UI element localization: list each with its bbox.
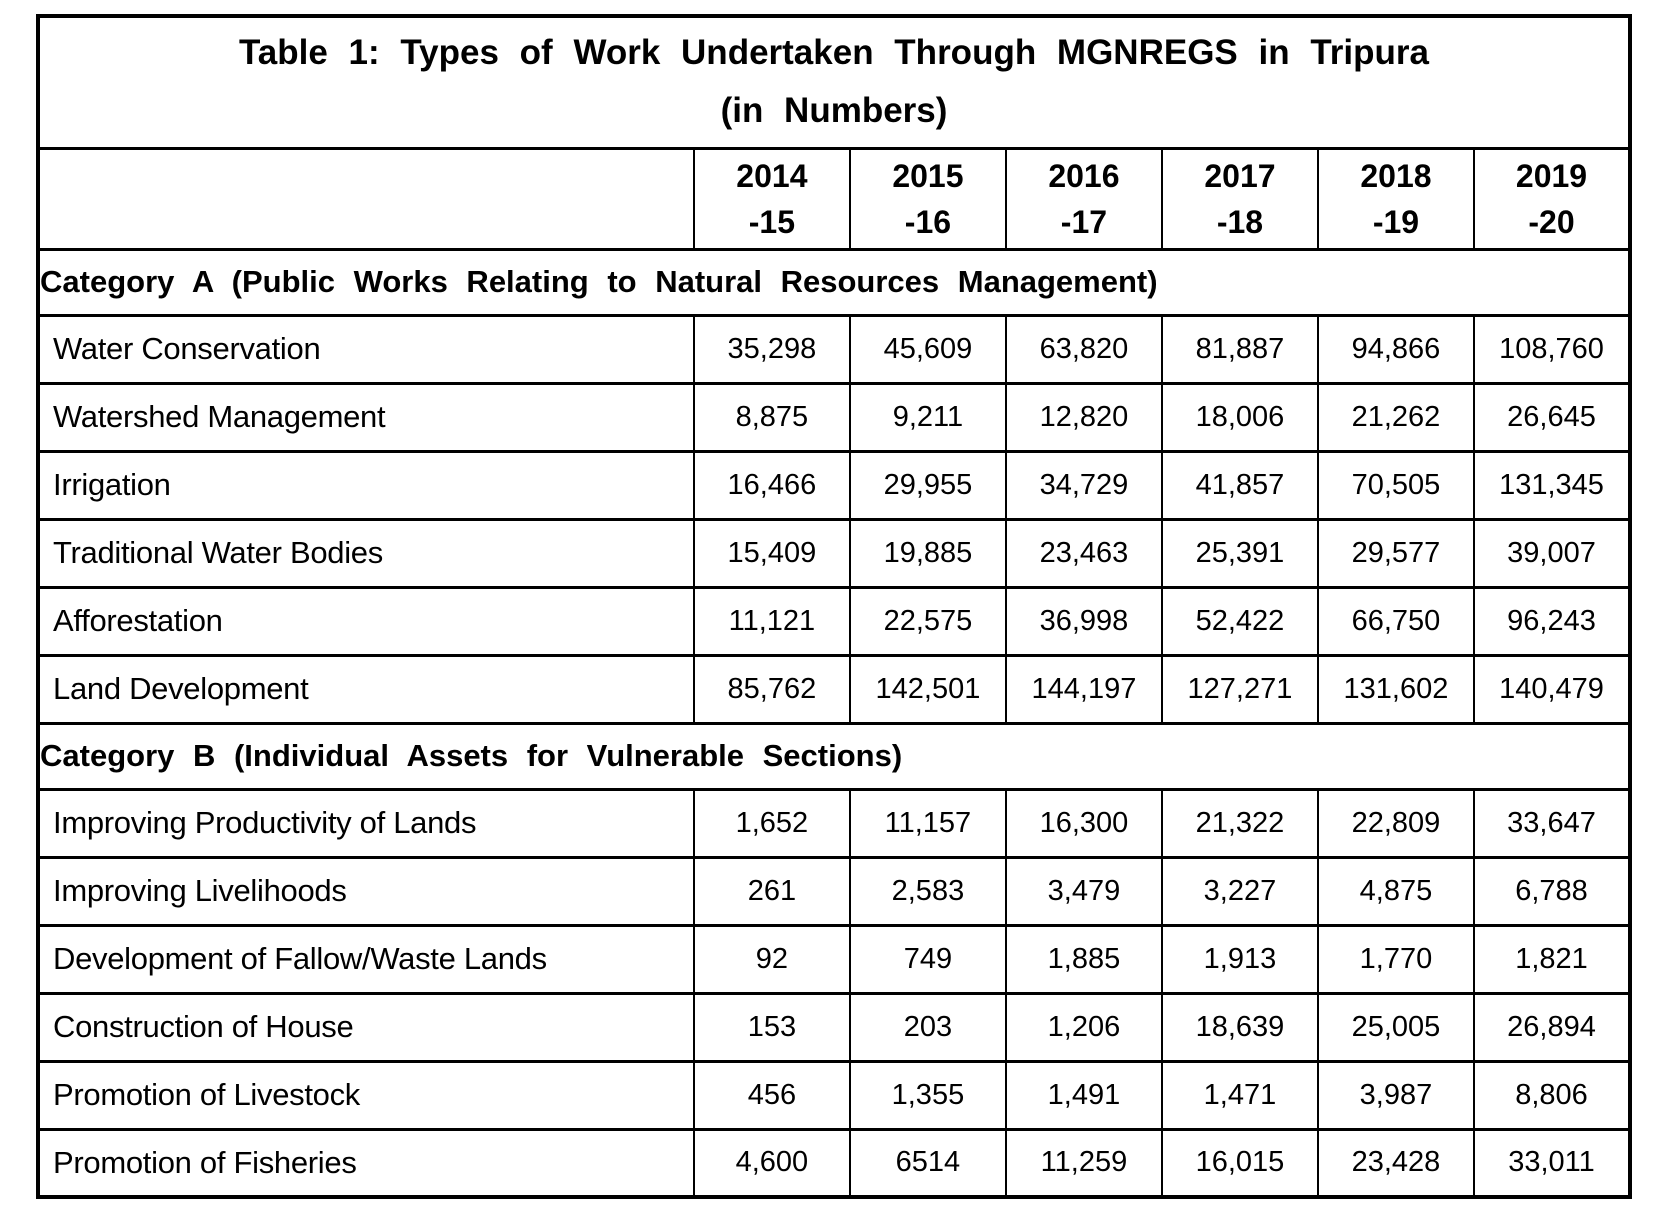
cell-value: 456 <box>694 1061 850 1129</box>
cell-value: 21,322 <box>1162 789 1318 857</box>
cell-value: 4,875 <box>1318 857 1474 925</box>
row-label: Promotion of Fisheries <box>38 1129 694 1197</box>
row-label: Water Conservation <box>38 315 694 383</box>
cell-value: 203 <box>850 993 1006 1061</box>
table-header-row <box>38 148 1630 249</box>
cell-value: 66,750 <box>1318 587 1474 655</box>
cell-value: 25,005 <box>1318 993 1474 1061</box>
table-row-watershed-management <box>38 383 1630 451</box>
cell-value: 26,894 <box>1474 993 1630 1061</box>
table-title <box>38 16 1630 148</box>
cell-value: 45,609 <box>850 315 1006 383</box>
cell-value: 18,639 <box>1162 993 1318 1061</box>
cell-value: 4,600 <box>694 1129 850 1197</box>
table-row-afforestation <box>38 587 1630 655</box>
cell-value: 8,875 <box>694 383 850 451</box>
cell-value: 12,820 <box>1006 383 1162 451</box>
table-row-improving-livelihoods <box>38 857 1630 925</box>
year-header-2016-17: 2016 -17 <box>1006 148 1162 249</box>
table-row-water-conservation <box>38 315 1630 383</box>
cell-value: 11,157 <box>850 789 1006 857</box>
cell-value: 153 <box>694 993 850 1061</box>
cell-value: 1,491 <box>1006 1061 1162 1129</box>
cell-value: 3,227 <box>1162 857 1318 925</box>
row-label: Watershed Management <box>38 383 694 451</box>
cell-value: 29,955 <box>850 451 1006 519</box>
cell-value: 39,007 <box>1474 519 1630 587</box>
cell-value: 92 <box>694 925 850 993</box>
row-label: Traditional Water Bodies <box>38 519 694 587</box>
row-label: Development of Fallow/Waste Lands <box>38 925 694 993</box>
cell-value: 63,820 <box>1006 315 1162 383</box>
row-label: Afforestation <box>38 587 694 655</box>
section-header-category-a: Category A (Public Works Relating to Natural Resources Management) <box>38 249 1630 315</box>
cell-value: 2,583 <box>850 857 1006 925</box>
cell-value: 261 <box>694 857 850 925</box>
cell-value: 1,913 <box>1162 925 1318 993</box>
cell-value: 749 <box>850 925 1006 993</box>
cell-value: 131,602 <box>1318 655 1474 723</box>
cell-value: 19,885 <box>850 519 1006 587</box>
cell-value: 26,645 <box>1474 383 1630 451</box>
table-row-land-development <box>38 655 1630 723</box>
cell-value: 35,298 <box>694 315 850 383</box>
cell-value: 3,479 <box>1006 857 1162 925</box>
cell-value: 33,647 <box>1474 789 1630 857</box>
cell-value: 1,885 <box>1006 925 1162 993</box>
cell-value: 34,729 <box>1006 451 1162 519</box>
table-title-line1: Table 1: Types of Work Undertaken Through MGNREGS in Tripura <box>239 33 1429 73</box>
year-header-2017-18: 2017 -18 <box>1162 148 1318 249</box>
table-row-irrigation <box>38 451 1630 519</box>
row-label: Land Development <box>38 655 694 723</box>
cell-value: 142,501 <box>850 655 1006 723</box>
cell-value: 11,121 <box>694 587 850 655</box>
year-header-2015-16: 2015 -16 <box>850 148 1006 249</box>
cell-value: 96,243 <box>1474 587 1630 655</box>
cell-value: 8,806 <box>1474 1061 1630 1129</box>
cell-value: 22,575 <box>850 587 1006 655</box>
cell-value: 23,463 <box>1006 519 1162 587</box>
cell-value: 1,652 <box>694 789 850 857</box>
header-empty-cell <box>38 148 694 249</box>
section-header-row-category-b <box>38 723 1630 789</box>
cell-value: 23,428 <box>1318 1129 1474 1197</box>
year-header-2019-20: 2019 -20 <box>1474 148 1630 249</box>
table-row-promotion-of-livestock <box>38 1061 1630 1129</box>
cell-value: 131,345 <box>1474 451 1630 519</box>
year-header-2018-19: 2018 -19 <box>1318 148 1474 249</box>
table-row-improving-productivity-of-lands <box>38 789 1630 857</box>
cell-value: 94,866 <box>1318 315 1474 383</box>
year-header-2014-15: 2014 -15 <box>694 148 850 249</box>
cell-value: 144,197 <box>1006 655 1162 723</box>
row-label: Promotion of Livestock <box>38 1061 694 1129</box>
cell-value: 15,409 <box>694 519 850 587</box>
table-row-development-of-fallow-waste-lands <box>38 925 1630 993</box>
table-title-row <box>38 16 1630 148</box>
table-title-line2: (in Numbers) <box>720 91 948 131</box>
cell-value: 36,998 <box>1006 587 1162 655</box>
cell-value: 1,821 <box>1474 925 1630 993</box>
cell-value: 1,206 <box>1006 993 1162 1061</box>
cell-value: 29,577 <box>1318 519 1474 587</box>
cell-value: 81,887 <box>1162 315 1318 383</box>
cell-value: 1,355 <box>850 1061 1006 1129</box>
table-row-construction-of-house <box>38 993 1630 1061</box>
cell-value: 1,770 <box>1318 925 1474 993</box>
row-label: Irrigation <box>38 451 694 519</box>
section-header-category-b: Category B (Individual Assets for Vulnerable Sections) <box>38 723 1630 789</box>
cell-value: 18,006 <box>1162 383 1318 451</box>
cell-value: 41,857 <box>1162 451 1318 519</box>
cell-value: 25,391 <box>1162 519 1318 587</box>
cell-value: 16,015 <box>1162 1129 1318 1197</box>
row-label: Improving Livelihoods <box>38 857 694 925</box>
cell-value: 127,271 <box>1162 655 1318 723</box>
cell-value: 85,762 <box>694 655 850 723</box>
row-label: Improving Productivity of Lands <box>38 789 694 857</box>
cell-value: 52,422 <box>1162 587 1318 655</box>
table-row-traditional-water-bodies <box>38 519 1630 587</box>
cell-value: 140,479 <box>1474 655 1630 723</box>
cell-value: 3,987 <box>1318 1061 1474 1129</box>
table-row-promotion-of-fisheries <box>38 1129 1630 1197</box>
row-label: Construction of House <box>38 993 694 1061</box>
cell-value: 33,011 <box>1474 1129 1630 1197</box>
mgnregs-work-types-table <box>36 14 1632 1199</box>
cell-value: 9,211 <box>850 383 1006 451</box>
cell-value: 6514 <box>850 1129 1006 1197</box>
cell-value: 1,471 <box>1162 1061 1318 1129</box>
cell-value: 21,262 <box>1318 383 1474 451</box>
cell-value: 16,466 <box>694 451 850 519</box>
cell-value: 16,300 <box>1006 789 1162 857</box>
cell-value: 6,788 <box>1474 857 1630 925</box>
section-header-row-category-a <box>38 249 1630 315</box>
cell-value: 11,259 <box>1006 1129 1162 1197</box>
cell-value: 108,760 <box>1474 315 1630 383</box>
cell-value: 22,809 <box>1318 789 1474 857</box>
cell-value: 70,505 <box>1318 451 1474 519</box>
